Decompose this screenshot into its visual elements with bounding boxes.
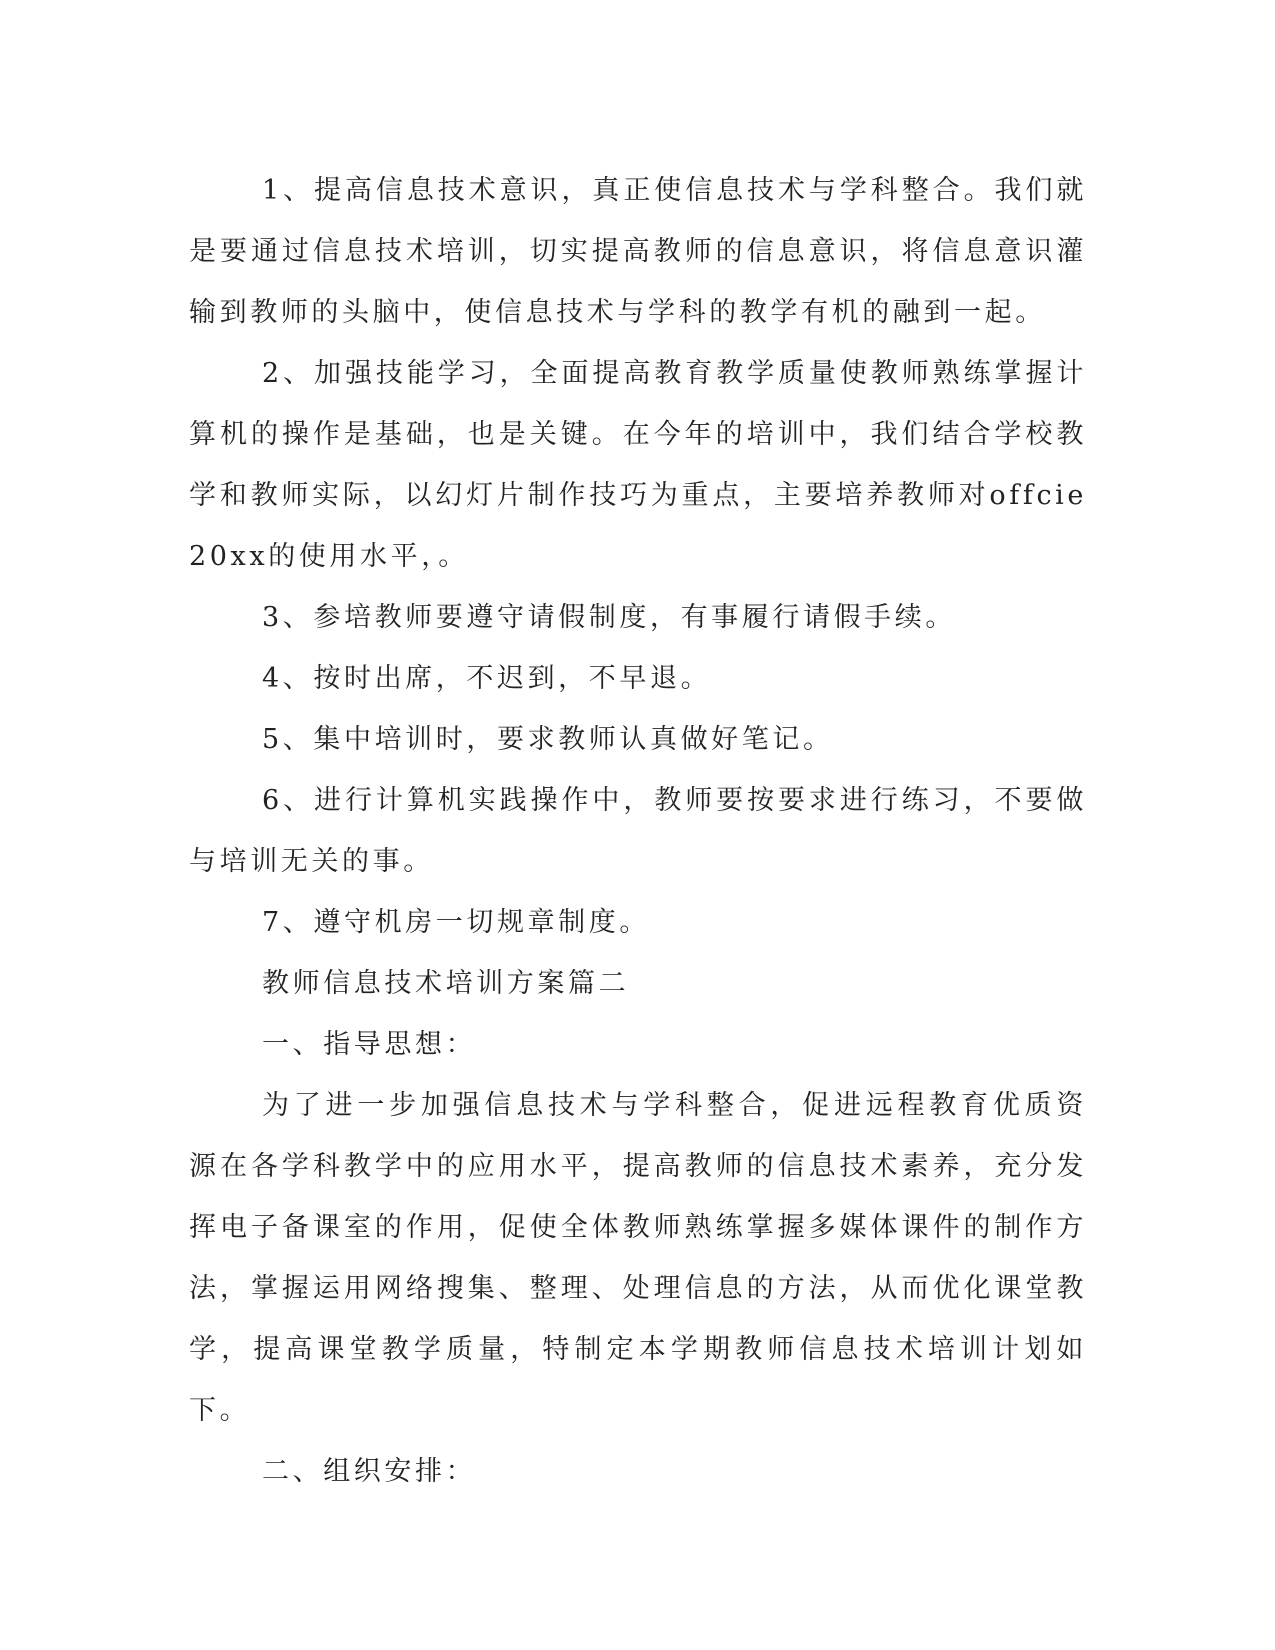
section-heading: 教师信息技术培训方案篇二 — [262, 968, 630, 999]
paragraph-guiding-ideology: 为了进一步加强信息技术与学科整合，促进远程教育优质资源在各学科教学中的应用水平，提高教师的信息技术素养，充分发挥电子备课室的作用，促使全体教师熟练掌握多媒体课件的制作方法，掌握运用网络搜集、整理、处理信息的方法，从而优化课堂教学，提高课堂教学质量，特制定本学期教师信息技术培训计划如下。 — [189, 1090, 1087, 1426]
paragraph-6: 6、进行计算机实践操作中，教师要按要求进行练习，不要做与培训无关的事。 — [189, 785, 1087, 877]
subheading-organization: 二、组织安排： — [262, 1456, 477, 1487]
paragraph-7: 7、遵守机房一切规章制度。 — [262, 907, 650, 938]
paragraph-3: 3、参培教师要遵守请假制度，有事履行请假手续。 — [262, 602, 956, 633]
paragraph-1: 1、提高信息技术意识，真正使信息技术与学科整合。我们就是要通过信息技术培训，切实提高教师的信息意识，将信息意识灌输到教师的头脑中，使信息技术与学科的教学有机的融到一起。 — [189, 175, 1087, 328]
subheading-guiding-ideology: 一、指导思想： — [262, 1029, 477, 1060]
paragraph-4: 4、按时出席，不迟到，不早退。 — [262, 663, 712, 694]
paragraph-5: 5、集中培训时，要求教师认真做好笔记。 — [262, 724, 834, 755]
document-body — [189, 160, 1087, 1502]
paragraph-2: 2、加强技能学习，全面提高教育教学质量使教师熟练掌握计算机的操作是基础，也是关键。在今年的培训中，我们结合学校教学和教师实际，以幻灯片制作技巧为重点，主要培养教师对offcie20xx的使用水平，。 — [189, 358, 1087, 572]
